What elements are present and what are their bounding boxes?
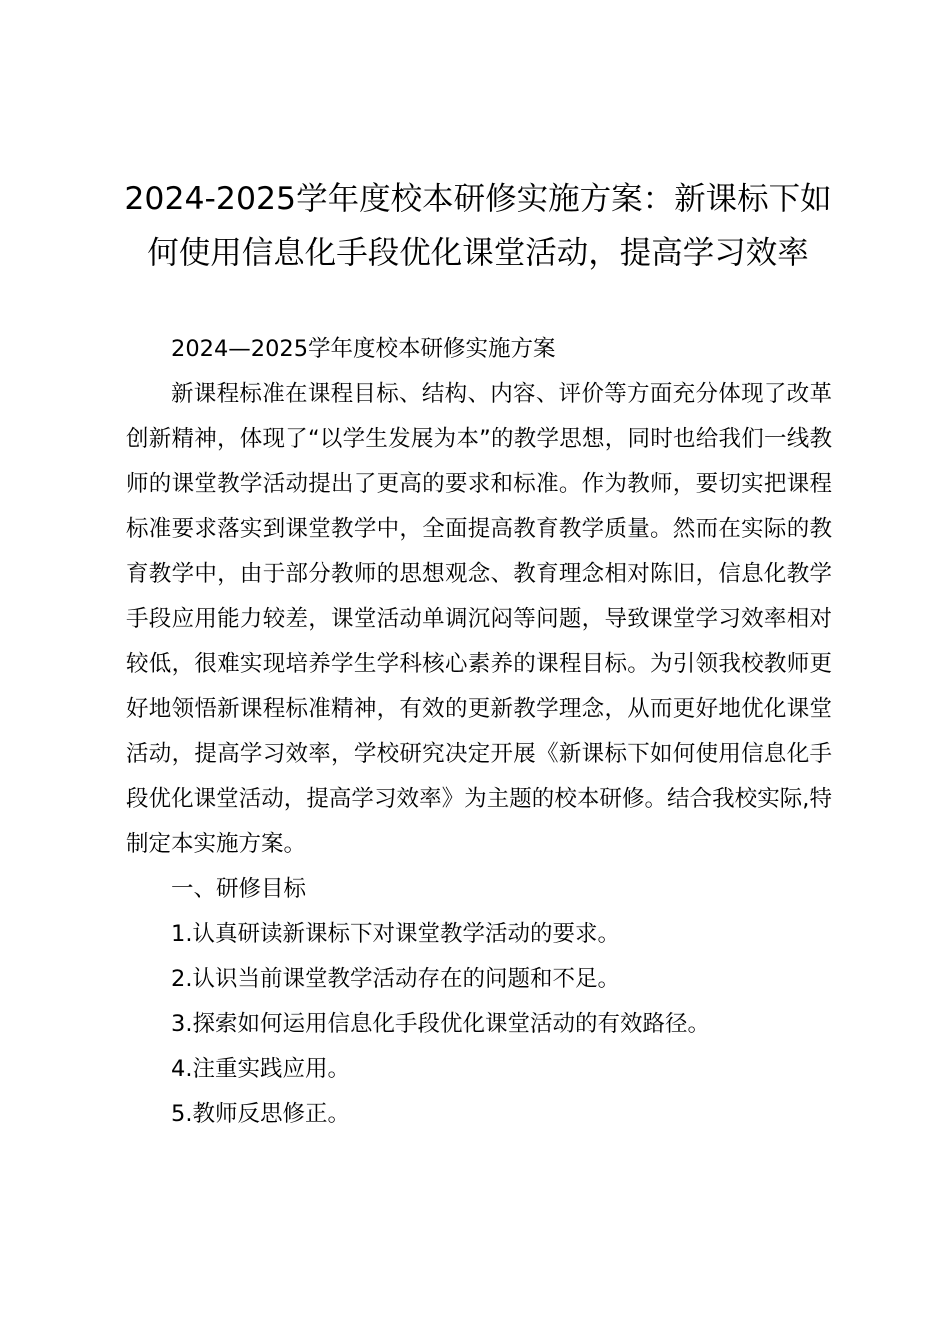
document-body [126, 327, 832, 1137]
intro-paragraph: 新课程标准在课程目标、结构、内容、评价等方面充分体现了改革创新精神，体现了“以学生发展为本”的教学思想，同时也给我们一线教师的课堂教学活动提出了更高的要求和标准。作为教师，要切实把课程标准要求落实到课堂教学中，全面提高教育教学质量。然而在实际的教育教学中，由于部分教师的思想观念、教育理念相对陈旧，信息化教学手段应用能力较差，课堂活动单调沉闷等问题，导致课堂学习效率相对较低，很难实现培养学生学科核心素养的课程目标。为引领我校教师更好地领悟新课程标准精神，有效的更新教学理念，从而更好地优化课堂活动，提高学习效率，学校研究决定开展《新课标下如何使用信息化手段优化课堂活动，提高学习效率》为主题的校本研修。结合我校实际,特制定本实施方案。 [126, 381, 832, 857]
document-subtitle: 2024—2025学年度校本研修实施方案 [171, 336, 556, 362]
goal-item: 4.注重实践应用。 [171, 1056, 350, 1082]
section-heading: 一、研修目标 [171, 876, 307, 902]
goal-item: 5.教师反思修正。 [171, 1101, 350, 1127]
document-title: 2024-2025学年度校本研修实施方案：新课标下如何使用信息化手段优化课堂活动，提高学习效率 [124, 181, 832, 271]
goal-item: 1.认真研读新课标下对课堂教学活动的要求。 [171, 921, 620, 947]
goal-item: 2.认识当前课堂教学活动存在的问题和不足。 [171, 966, 620, 992]
goal-item: 3.探索如何运用信息化手段优化课堂活动的有效路径。 [171, 1011, 710, 1037]
